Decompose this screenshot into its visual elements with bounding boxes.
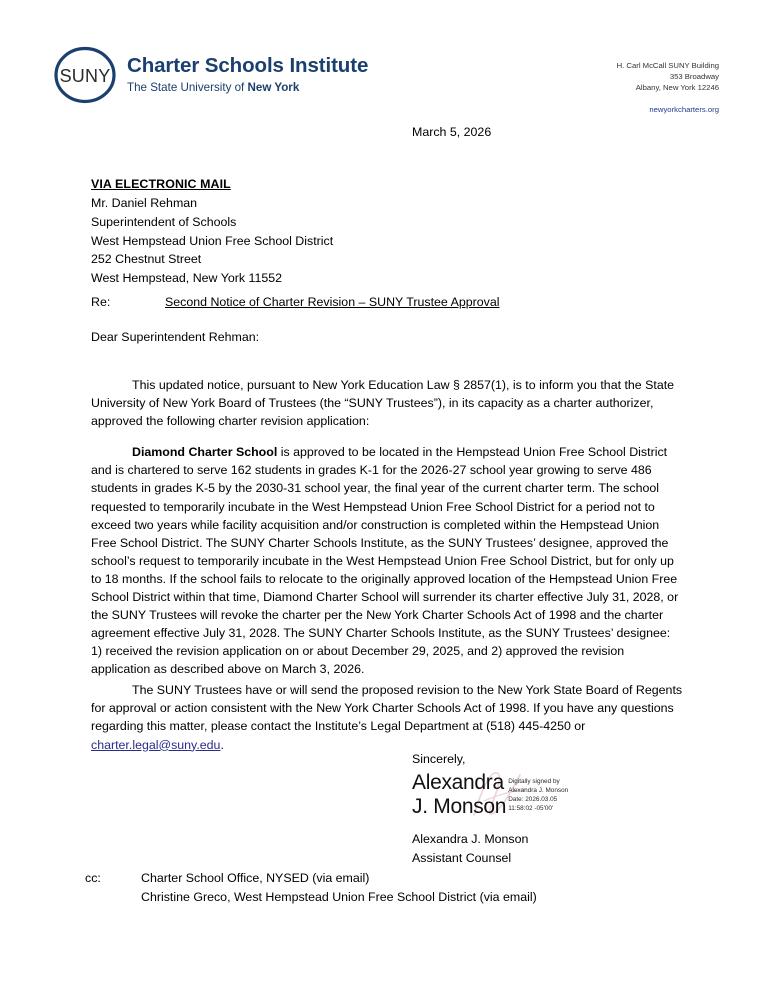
signature-name [412,771,506,818]
paragraph-closing-text: The SUNY Trustees have or will send the proposed revision to the New York State Board of Regents for approval or action consistent with the New York Charter Schools Act of 1998. If you have any questions regarding this matter, please contact the Institute’s Legal Department at (518) 445-4250 or [91,683,683,734]
letter-date: March 5, 2026 [412,125,492,139]
address-line-2: 353 Broadway [669,72,719,82]
suny-logo-block [52,46,368,104]
paragraph-main-text: is approved to be located in the Hempstead Union Free School District and is chartered to serve 162 students in grades K-1 for the 2026-27 school year growing to serve 486 students in grades K-5 by the 2030-31 school year, the final year of the current charter term. The school requested to temporarily incubate in the West Hempstead Union Free School District for a period not to exceed two years while facility acquisition and/or construction is completed within the Hempstead Union Free School District. The SUNY Charter Schools Institute, as the SUNY Trustees’ designee, approved the school’s request to temporarily incubate in the West Hempstead Union Free School District, but for only up to 18 months. If the school fails to relocate to the originally approved location of the Hempstead Union Free School District within that time, Diamond Charter School will surrender its charter effective July 31, 2028, or the SUNY Trustees will revoke the charter per the New York Charter Schools Act of 1998 and the charter agreement effective July 31, 2028. The SUNY Charter Schools Institute, as the SUNY Trustees’ designee: 1) received the revision application on or about December 29, 2025, and 2) approved the revision application as described above on March 3, 2026. [91,445,679,676]
brand-title: Charter Schools Institute [127,54,369,78]
paragraph-closing [91,681,683,753]
signature-name-line1: Alexandra [412,771,504,794]
address-line-3: Albany, New York 12246 [635,83,719,93]
addressee-line-4: 252 Chestnut Street [91,252,202,267]
school-name: Diamond Charter School [132,445,278,460]
re-label: Re: [91,295,111,309]
addressee-line-2: Superintendent of Schools [91,214,237,229]
letterhead [0,0,773,115]
addressee-block [91,175,333,288]
brand-subtitle-bold: New York [247,80,300,94]
addressee-line-5: West Hempstead, New York 11552 [91,271,283,286]
brand-subtitle-pre: The State University of [127,80,248,94]
website-link[interactable]: newyorkcharters.org [649,105,719,115]
cc-block [85,869,537,907]
signature-meta-line2: Alexandra J. Monson [508,787,569,795]
paragraph-main [91,443,683,678]
signature-metadata [508,777,568,813]
closing-salutation: Sincerely, [412,752,466,766]
suny-logo-icon [52,46,118,104]
signature-meta-line3: Date: 2026.03.05 [508,796,558,804]
signer-name: Alexandra J. Monson [412,832,529,846]
salutation: Dear Superintendent Rehman: [91,330,260,344]
contact-email-link[interactable]: charter.legal@suny.edu [91,737,221,752]
cc-recipient-1: Charter School Office, NYSED (via email) [141,871,370,885]
re-subject: Second Notice of Charter Revision – SUNY Trustee Approval [165,295,500,309]
cc-label: cc: [85,871,101,885]
signer-identity [412,830,712,868]
signature-meta-line4: 11:58:02 -05'00' [508,805,554,813]
signature-meta-line1: Digitally signed by [508,778,560,785]
brand-text [127,54,368,95]
addressee-line-3: West Hempstead Union Free School District [91,233,334,248]
addressee-line-1: Mr. Daniel Rehman [91,195,198,210]
re-line [91,295,500,309]
svg-text:SUNY: SUNY [59,66,111,86]
paragraph-intro [91,376,683,430]
cc-recipients [141,869,537,907]
cc-recipient-2: Christine Greco, West Hempstead Union Free School District (via email) [141,889,537,904]
signature-block [412,752,712,868]
digital-signature[interactable] [412,771,712,821]
paragraph-closing-period: . [220,737,224,752]
letterhead-address [617,60,719,116]
paragraph-intro-text: This updated notice, pursuant to New York Education Law § 2857(1), is to inform you that the State University of New York Board of Trustees (the “SUNY Trustees”), in its capacity as a charter authorizer, approved the following charter revision application: [91,378,675,429]
address-line-1: H. Carl McCall SUNY Building [616,61,719,70]
delivery-method: VIA ELECTRONIC MAIL [91,177,231,191]
brand-subtitle [127,80,368,96]
signer-title: Assistant Counsel [412,850,512,865]
signature-name-line2: J. Monson [412,794,507,818]
